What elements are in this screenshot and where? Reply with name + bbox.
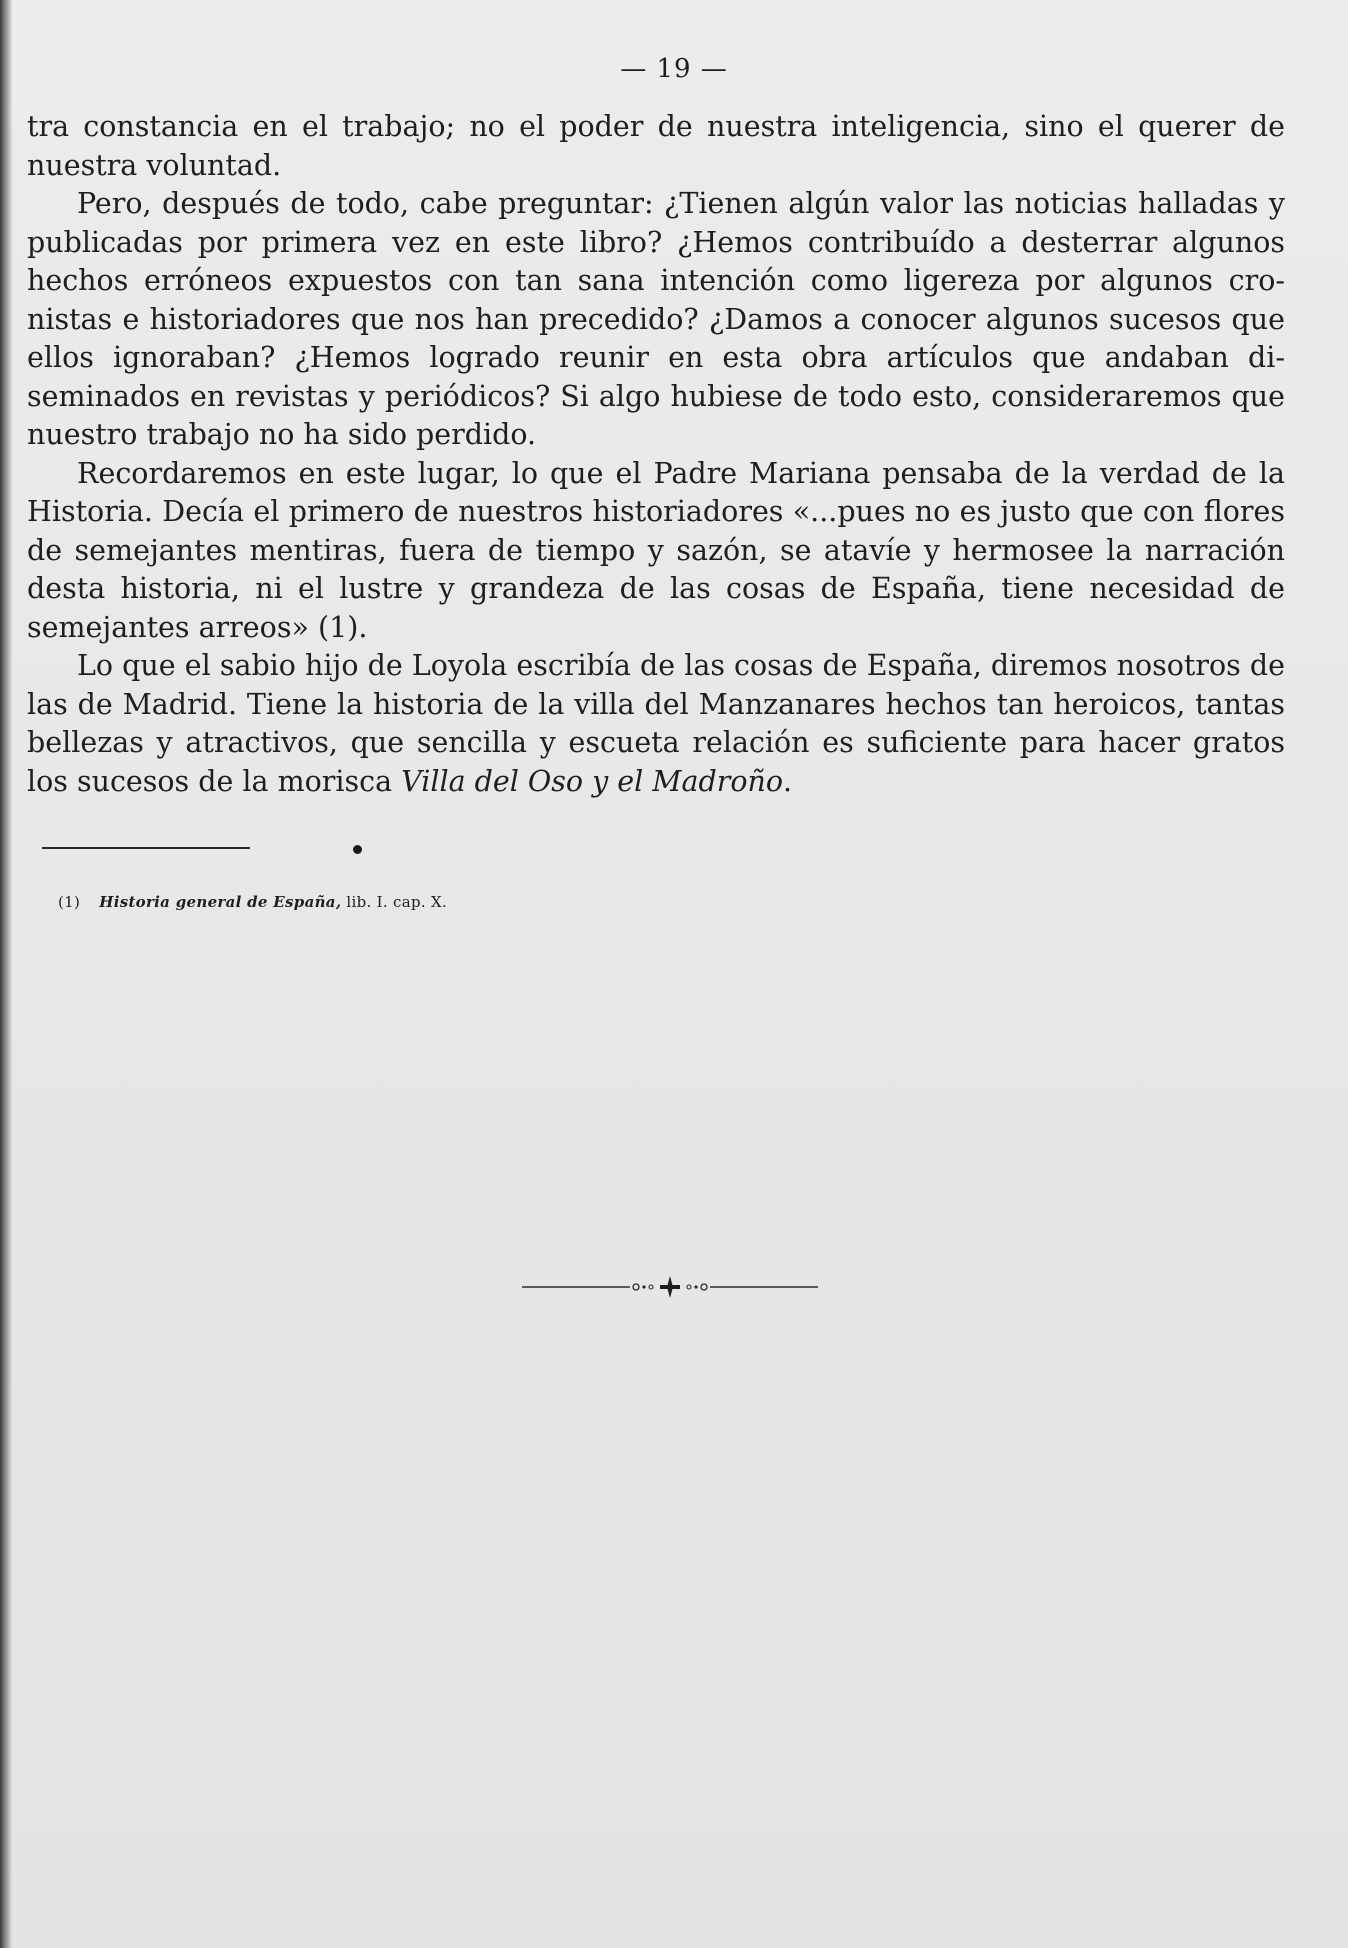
end-ornament-icon bbox=[522, 1274, 818, 1298]
footnote-rule bbox=[42, 847, 250, 849]
footnote-number: (1) bbox=[58, 893, 81, 911]
paragraph-1: tra constancia en el trabajo; no el poder de nuestra inteligencia, sino el querer de nuestra voluntad. bbox=[27, 110, 1285, 182]
paragraph-4 bbox=[27, 647, 1285, 801]
paragraph-4-end: . bbox=[783, 764, 793, 798]
paragraph-2: Pero, después de todo, cabe preguntar: ¿Tienen algún valor las noticias halladas y publicadas por primera vez en este libro? ¿Hemos contribuído a desterrar algunos hechos erróneos expuestos con tan sana intención como ligereza por algunos cronistas e historiadores que nos han precedido? ¿Damos a conocer algunos sucesos que ellos ignoraban? ¿Hemos logrado reunir en esta obra artículos que andaban diseminados en revistas y periódicos? Si algo hubiese de todo esto, consideraremos que nuestro trabajo no ha sido perdido. bbox=[27, 187, 1285, 451]
footnote bbox=[58, 893, 447, 911]
body-text bbox=[27, 108, 1285, 801]
footnote-reference: lib. I. cap. X. bbox=[346, 893, 448, 911]
paragraph-4-italic: Villa del Oso y el Madroño bbox=[401, 764, 784, 798]
footnote-title: Historia general de España, bbox=[99, 893, 342, 911]
paragraph-4-text: Lo que el sabio hijo de Loyola escribía de las cosas de España, diremos nosotros de las de Madrid. Tiene la historia de la villa del Manzanares hechos tan heroicos, tantas bellezas y atractivos, que sencilla y escueta relación es suficiente para hacer gratos los sucesos de la morisca bbox=[27, 649, 1285, 798]
ink-dot bbox=[353, 845, 362, 854]
page-edge-shadow bbox=[0, 0, 12, 1948]
footnote-separator bbox=[42, 847, 362, 857]
page-number: — 19 — bbox=[620, 54, 728, 84]
paragraph-3: Recordaremos en este lugar, lo que el Padre Mariana pensaba de la verdad de la Historia. Decía el primero de nuestros historiadores «...pues no es justo que con flores de semejantes mentiras, fuera de tiempo y sazón, se atavíe y hermosee la narración desta historia, ni el lustre y grandeza de las cosas de España, tiene necesidad de semejantes arreos» (1). bbox=[27, 456, 1285, 644]
